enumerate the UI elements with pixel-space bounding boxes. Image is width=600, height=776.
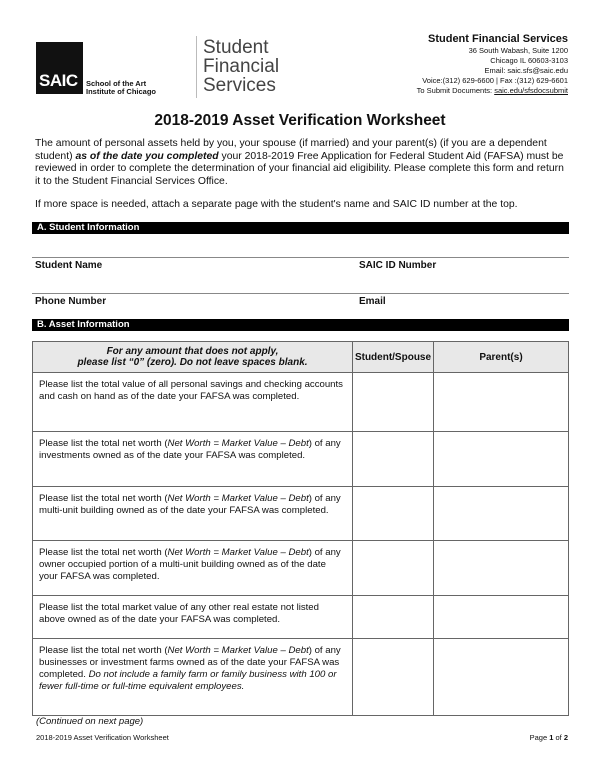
contact-email: Email: saic.sfs@saic.edu: [484, 66, 568, 75]
footer-doc-name: 2018-2019 Asset Verification Worksheet: [36, 733, 169, 742]
asset-table: [32, 341, 569, 716]
page-prefix: Page: [529, 733, 550, 742]
saic-logo: [36, 42, 83, 94]
asset-row: [33, 487, 569, 541]
asset-question: [33, 596, 353, 639]
logo-text: SAIC: [39, 71, 78, 90]
asset-row: [33, 432, 569, 487]
student-name-label: Student Name: [35, 260, 103, 271]
page-number: [530, 733, 568, 742]
student-spouse-header: Student/Spouse: [353, 342, 434, 373]
question-text: Please list the total net worth (: [39, 438, 168, 449]
parents-amount-cell[interactable]: [434, 487, 569, 541]
page-total: 2: [563, 733, 568, 742]
question-text: Please list the total net worth (: [39, 547, 168, 558]
phone-line[interactable]: [32, 293, 569, 294]
instruction-line-1: For any amount that does not apply,: [106, 346, 279, 357]
parents-amount-cell[interactable]: [434, 596, 569, 639]
question-text-cont: ) of any investments owned as of the date your FAFSA was completed.: [39, 438, 341, 461]
student-name-line[interactable]: [32, 257, 569, 258]
address-line-2: Chicago IL 60603-3103: [490, 56, 568, 65]
phone-label: Phone Number: [35, 296, 107, 307]
submit-label: To Submit Documents:: [416, 86, 495, 95]
section-b-header: B. Asset Information: [32, 319, 569, 331]
asset-question: [33, 541, 353, 596]
question-text-cont: ) of any owner occupied portion of a multi-unit building owned as of the date your FAFSA was completed.: [39, 547, 341, 582]
address-line-1: 36 South Wabash, Suite 1200: [468, 46, 568, 55]
asset-question: [33, 639, 353, 716]
question-text-cont: ) of any multi-unit building owned as of the date your FAFSA was completed.: [39, 493, 341, 516]
parents-header: Parent(s): [434, 342, 569, 373]
asset-row: [33, 639, 569, 716]
page-current: 1: [549, 733, 554, 742]
question-formula: Net Worth = Market Value – Debt: [167, 493, 309, 504]
parents-amount-cell[interactable]: [434, 639, 569, 716]
intro-text-cont: your 2018-2019 Free Application for Federal Student Aid (FAFSA) must be reviewed in order to complete the determination of your financial aid eligibility. Please complete this form and return it to the Student Financial Services Office.: [35, 150, 564, 187]
parents-amount-cell[interactable]: [434, 432, 569, 487]
instruction-line-2: please list “0” (zero). Do not leave spaces blank.: [77, 357, 308, 368]
parents-amount-cell[interactable]: [434, 541, 569, 596]
question-text: Please list the total net worth (: [39, 493, 168, 504]
asset-row: [33, 373, 569, 432]
contact-phone: Voice:(312) 629-6600 | Fax :(312) 629-6601: [422, 76, 568, 85]
office-title: Student Financial Services: [203, 37, 280, 96]
question-note: Do not include a family farm or family business with 100 or fewer full-time or full-time equivalent employees.: [39, 669, 337, 692]
intro-emphasis: as of the date you completed: [75, 150, 219, 162]
asset-question: [33, 373, 353, 432]
document-title: 2018-2019 Asset Verification Worksheet: [154, 112, 446, 129]
student-spouse-amount-cell[interactable]: [353, 432, 434, 487]
asset-question: [33, 432, 353, 487]
space-note: If more space is needed, attach a separate page with the student's name and SAIC ID number at the top.: [35, 199, 518, 210]
asset-row: [33, 596, 569, 639]
logo-subtitle: School of the Art Institute of Chicago: [86, 79, 156, 96]
question-formula: Net Worth = Market Value – Debt: [167, 438, 309, 449]
student-spouse-amount-cell[interactable]: [353, 541, 434, 596]
question-text-cont: ) of any businesses or investment farms owned as of the date your FAFSA was completed.: [39, 645, 341, 680]
question-text: Please list the total market value of any other real estate not listed above owned as of the date your FAFSA was completed.: [39, 602, 319, 625]
question-text: Please list the total net worth (: [39, 645, 168, 656]
intro-text: The amount of personal assets held by you, your spouse (if married) and your parent(s) (if you are a dependent student): [35, 138, 547, 162]
submit-link[interactable]: saic.edu/sfsdocsubmit: [494, 86, 568, 95]
intro-paragraph: [35, 138, 570, 188]
instruction-header: [33, 342, 353, 373]
continued-note: (Continued on next page): [36, 716, 144, 727]
page-of: of: [553, 733, 564, 742]
student-spouse-amount-cell[interactable]: [353, 487, 434, 541]
email-label: Email: [359, 296, 386, 307]
logo-divider: [196, 36, 197, 98]
parents-amount-cell[interactable]: [434, 373, 569, 432]
student-spouse-amount-cell[interactable]: [353, 639, 434, 716]
asset-row: [33, 541, 569, 596]
contact-title: Student Financial Services: [428, 33, 568, 45]
asset-question: [33, 487, 353, 541]
section-a-header: A. Student Information: [32, 222, 569, 234]
question-formula: Net Worth = Market Value – Debt: [167, 645, 309, 656]
saic-id-label: SAIC ID Number: [359, 260, 437, 271]
question-text: Please list the total value of all personal savings and checking accounts and cash on hand as of the date your FAFSA was completed.: [39, 379, 343, 402]
student-spouse-amount-cell[interactable]: [353, 373, 434, 432]
question-formula: Net Worth = Market Value – Debt: [167, 547, 309, 558]
student-spouse-amount-cell[interactable]: [353, 596, 434, 639]
contact-block: [417, 33, 568, 96]
